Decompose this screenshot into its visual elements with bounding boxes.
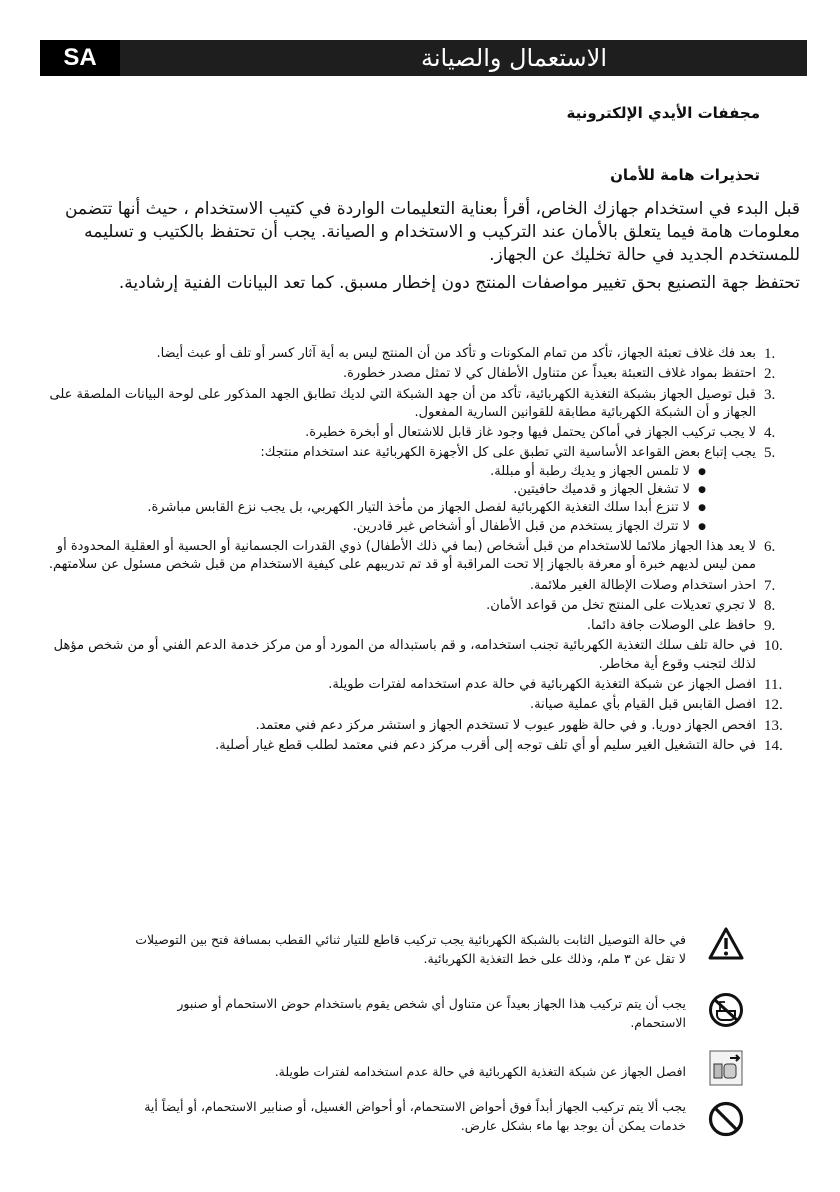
prohibited-icon [708, 1101, 744, 1137]
bullet-item: ● لا تلمس الجهاز و يديك رطبة أو مبللة. [40, 463, 756, 481]
item-text: بعد فك غلاف تعبئة الجهاز، تأكد من تمام المكونات و تأكد من أن المنتج ليس به أية آثار كسر أو تلف أو عبث أيضا. [156, 346, 756, 361]
item-number: 7. [764, 577, 776, 594]
item-text: قبل توصيل الجهاز بشبكة التغذية الكهربائية، تأكد من أن جهد الشبكة التي لديك تطابق الجهد المذكور على لوحة البيانات الملصقة على الجهاز و أن الشبكة الكهربائية مطابقة للقوانين السارية المفعول. [49, 386, 756, 420]
item-number: 12. [764, 697, 783, 714]
item-number: 13. [764, 717, 783, 734]
item-text: في حالة تلف سلك التغذية الكهربائية تجنب استخدامه، و قم باستبداله من المورد أو من مركز خدمة الدعم الفني أو من شخص مؤهل لذلك لتجنب وقوع أية مخاطر. [53, 638, 756, 672]
intro-paragraph-2: تحتفظ جهة التصنيع بحق تغيير مواصفات المنتج دون إخطار مسبق. كما تعد البيانات الفنية إرشادية. [118, 273, 800, 293]
unplug-icon [708, 1050, 744, 1086]
item-number: 3. [764, 386, 776, 403]
intro-paragraph-1: قبل البدء في استخدام جهازك الخاص، أقرأ بعناية التعليمات الواردة في كتيب الاستخدام ، حيث أنها تتضمن معلومات هامة فيما يتعلق بالأمان عند التركيب و الاستخدام و الصيانة. يجب أن تحتفظ بالكتيب و تسليمه للمستخدم الجديد في حالة تخليك عن الجهاز. [64, 199, 800, 265]
item-number: 10. [764, 638, 783, 655]
list-item [40, 676, 800, 694]
sub-bullet-list [40, 463, 756, 536]
item-text: احذر استخدام وصلات الإطالة الغير ملائمة. [529, 577, 756, 593]
no-water-bath-icon [708, 992, 744, 1028]
list-item [40, 696, 800, 714]
item-text: لا يجب تركيب الجهاز في أماكن يحتمل فيها وجود غاز قابل للاشتعال أو أبخرة خطيرة. [305, 425, 756, 441]
warning-triangle-icon [708, 926, 744, 962]
list-item [40, 538, 800, 575]
language-code: SA [40, 40, 120, 76]
header-title: الاستعمال والصيانة [420, 44, 607, 72]
item-number: 2. [764, 366, 776, 383]
list-item [40, 386, 800, 423]
list-item [40, 717, 800, 735]
item-number: 4. [764, 425, 776, 442]
item-text: في حالة التشغيل الغير سليم أو أي تلف توجه إلى أقرب مركز دعم فني معتمد لطلب قطع غيار أصلية. [215, 737, 756, 753]
item-text: حافظ على الوصلات جافة دائما. [586, 618, 756, 634]
list-item [40, 617, 800, 635]
item-text: يجب إتباع بعض القواعد الأساسية التي تطبق على كل الأجهزة الكهربائية عند استخدام منتجك: [260, 445, 756, 461]
list-item [40, 737, 800, 755]
warning-note-unplug: افصل الجهاز عن شبكة التغذية الكهربائية في حالة عدم استخدامه لفترات طويلة. [274, 1064, 686, 1079]
list-item [40, 597, 800, 615]
bullet-item: ● لا تنزع أبدا سلك التغذية الكهربائية لفصل الجهاز من مأخذ التيار الكهربي، بل يجب نزع القابس مباشرة. [0, 499, 756, 517]
item-number: 8. [764, 597, 776, 614]
list-item [40, 444, 800, 535]
warning-note-bath: يجب أن يتم تركيب هذا الجهاز بعيداً عن متناول أي شخص يقوم باستخدام حوض الاستحمام أو صنبور الاستحمام. [177, 996, 686, 1030]
item-text: افصل الجهاز عن شبكة التغذية الكهربائية في حالة عدم استخدامه لفترات طويلة. [328, 677, 756, 693]
bullet-item: ● لا تترك الجهاز يستخدم من قبل الأطفال أو أشخاص غير قادرين. [40, 518, 756, 536]
page-header [40, 40, 807, 76]
item-number: 1. [764, 346, 776, 362]
item-number: 11. [764, 677, 783, 694]
safety-list [40, 345, 800, 755]
item-number: 9. [764, 618, 776, 635]
warning-note-install-location: يجب ألا يتم تركيب الجهاز أبداً فوق أحواض الاستحمام، أو أحواض الغسيل، أو صنابير الاستحمام، أو أيضاً أية خدمات يمكن أن يوجد بها ماء بشكل عارض. [144, 1099, 686, 1133]
item-number: 5. [764, 445, 776, 462]
list-item [40, 424, 800, 442]
list-item [40, 577, 800, 595]
warning-note-electrical: في حالة التوصيل الثابت بالشبكة الكهربائية يجب تركيب قاطع للتيار ثنائي القطب بمسافة فتح بين التوصيلات لا تقل عن ٣ ملم، وذلك على خط التغذية الكهربائية. [135, 932, 686, 966]
safety-heading: تحذيرات هامة للأمان [610, 166, 760, 184]
item-text: احتفظ بمواد غلاف التعبئة بعيداً عن متناول الأطفال كي لا تمثل مصدر خطورة. [342, 366, 756, 382]
item-text: افحص الجهاز دوريا. و في حالة ظهور عيوب لا تستخدم الجهاز و استشر مركز دعم فني معتمد. [255, 717, 756, 733]
item-text: لا تجري تعديلات على المنتج تخل من قواعد الأمان. [486, 597, 756, 613]
item-text: لا يعد هذا الجهاز ملائما للاستخدام من قبل أشخاص (بما في ذلك الأطفال) ذوي القدرات الجسمانية أو الحسية أو العقلية المحدودة أو ممن ليس لديهم خبرة أو معرفة بالجهاز إلا تحت المراقبة أو قد تم تدريبهم على كيفية الاستخدام من قبل شخص مسئول عن سلامتهم. [48, 538, 756, 573]
list-item [40, 345, 800, 363]
item-number: 14. [764, 737, 783, 754]
item-text: افصل القابس قبل القيام بأي عملية صيانة. [530, 697, 756, 713]
product-title: مجففات الأيدي الإلكترونية [566, 104, 760, 122]
item-number: 6. [764, 538, 776, 555]
list-item [40, 637, 800, 674]
bullet-item: ● لا تشغل الجهاز و قدميك حافيتين. [40, 481, 756, 499]
list-item [40, 365, 800, 383]
